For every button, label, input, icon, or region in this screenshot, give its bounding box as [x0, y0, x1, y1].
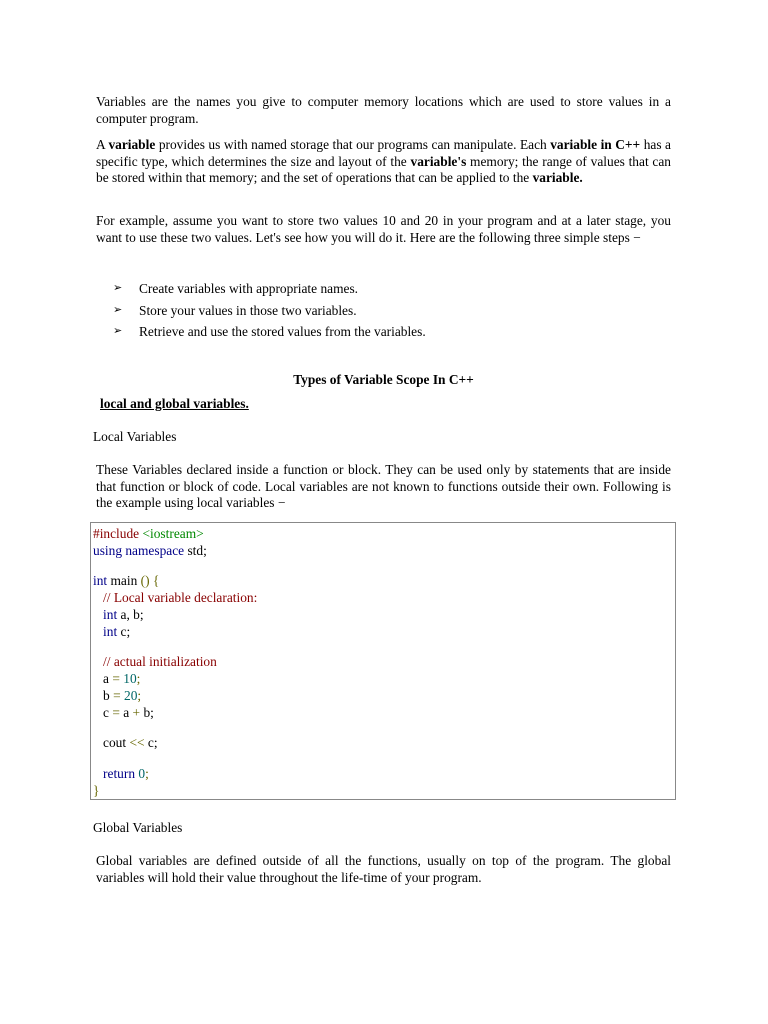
global-variables-title: Global Variables [93, 820, 183, 835]
code-line: c = a + b; [93, 705, 154, 720]
local-variables-title: Local Variables [93, 429, 177, 444]
code-line: cout << c; [93, 735, 158, 750]
code-line: b = 20; [93, 688, 142, 703]
code-line: return 0; [93, 766, 149, 781]
code-line: int a, b; [93, 607, 144, 622]
local-variables-text: These Variables declared inside a function or block. They can be used only by statements that are inside that function or block of code. Local variables are not known to functions outside their own. Following is the example using local variables − [96, 462, 671, 511]
code-line: } [93, 783, 100, 798]
list-item: ➢ Store your values in those two variables. [113, 302, 357, 318]
arrow-bullet-icon: ➢ [113, 303, 123, 316]
list-item: ➢ Create variables with appropriate names. [113, 281, 358, 296]
arrow-bullet-icon: ➢ [113, 282, 123, 294]
arrow-bullet-icon: ➢ [113, 325, 123, 337]
intro-paragraph-2: A variable provides us with named storage that our programs can manipulate. Each variable in C++ has a specific type, which determines the size and layout of the variable's memory; the range of values that can be stored within that memory; and the set of operations that can be applied to the variable. [96, 137, 672, 186]
code-example-box [90, 522, 676, 800]
code-line: using namespace std; [93, 543, 207, 558]
list-item: ➢ Retrieve and use the stored values from the variables. [113, 324, 426, 339]
global-variables-text: Global variables are defined outside of all the functions, usually on top of the program. The global variables will hold their value throughout the life-time of your program. [96, 853, 671, 885]
code-line: #include <iostream> [93, 526, 204, 541]
intro-paragraph-1: Variables are the names you give to computer memory locations which are used to store values in a computer program. [96, 94, 671, 126]
code-line: // actual initialization [93, 654, 217, 669]
code-line: a = 10; [93, 671, 141, 686]
scope-heading: Types of Variable Scope In C++ [293, 372, 474, 387]
scope-subheading: local and global variables. [100, 396, 249, 411]
steps-list [113, 280, 653, 345]
code-line: // Local variable declaration: [93, 590, 258, 605]
code-line: int main () { [93, 573, 160, 588]
intro-paragraph-3: For example, assume you want to store two values 10 and 20 in your program and at a later stage, you want to use these two values. Let's see how you will do it. Here are the following three simple steps − [96, 213, 671, 245]
code-line: int c; [93, 624, 131, 639]
